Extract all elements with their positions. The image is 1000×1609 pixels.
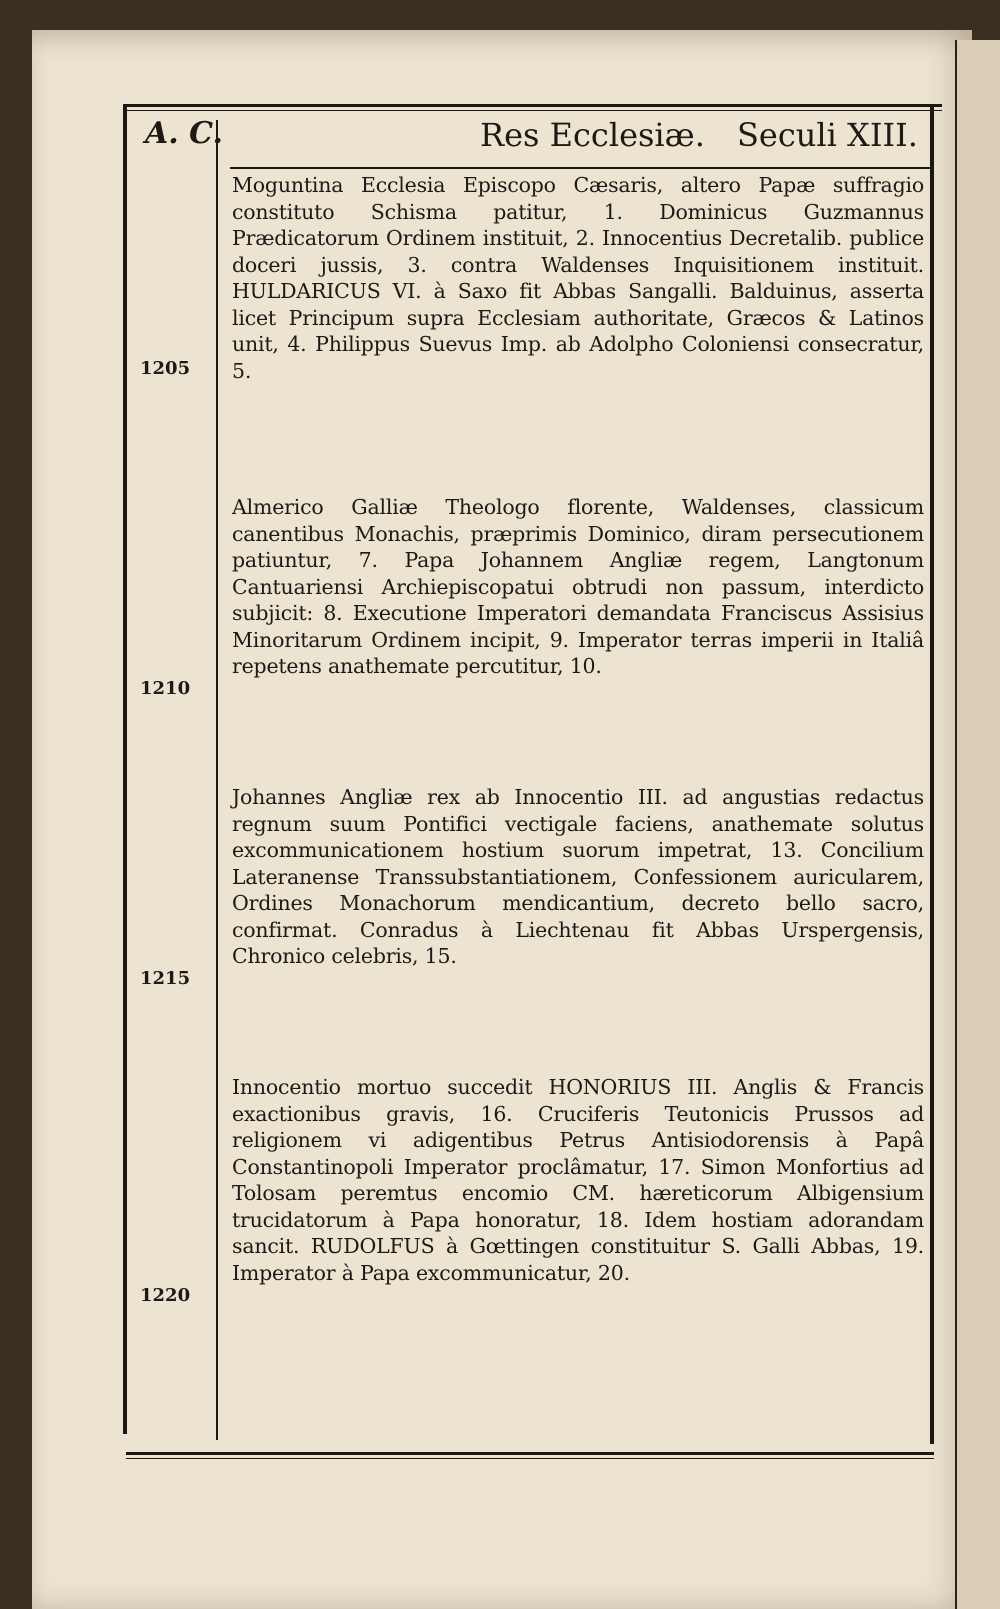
page-title: Res Ecclesiæ. [480, 116, 705, 154]
frame-bottom-rule-thin [126, 1458, 934, 1459]
anno-christi-header: A. C. [145, 116, 223, 151]
year-label-1210: 1210 [140, 678, 191, 699]
entry-text-1205: Moguntina Ecclesia Episcopo Cæsaris, altero Papæ suffragio constituto Schisma patitur, 1. Dominicus Guzmannus Prædicatorum Ordinem instituit, 2. Innocentius Decretalib. publice doceri jussis, 3. contra Waldenses Inquisitionem instituit. HULDARICUS VI. à Saxo fit Abbas Sangalli. Balduinus, asserta licet Principum supra Ecclesiam authoritate, Græcos & Latinos unit, 4. Philippus Suevus Imp. ab Adolpho Coloniensi consecratur, 5. [232, 173, 924, 383]
year-label-1205: 1205 [140, 358, 191, 379]
facing-page-edge [955, 40, 1000, 1609]
header-rule [230, 167, 930, 169]
frame-top-rule-thin [126, 110, 942, 111]
frame-left-rule [123, 104, 127, 1434]
entry-text-1210: Almerico Galliæ Theologo florente, Waldenses, classicum canentibus Monachis, præprimis Dominico, diram persecutionem patiuntur, 7. Papa Johannem Angliæ regem, Langtonum Cantuariensi Archiepiscopatui obtrudi non passum, interdicto subjicit: 8. Executione Imperatori demandata Franciscus Assisius Minoritarum Ordinem incipit, 9. Imperator terras imperii in Italiâ repetens anathemate percutitur, 10. [232, 495, 924, 678]
frame-bottom-rule [126, 1452, 934, 1455]
column-divider [216, 120, 218, 1440]
frame-top-rule [126, 104, 942, 107]
year-label-1220: 1220 [140, 1285, 191, 1306]
entry-text-1215: Johannes Angliæ rex ab Innocentio III. ad angustias redactus regnum suum Pontifici vectigale faciens, anathemate solutus excommunicationem hostium suorum impetrat, 13. Concilium Lateranense Transsubstantiationem, Confessionem auricularem, Ordines Monachorum mendicantium, decreto bello sacro, confirmat. Conradus à Liechtenau fit Abbas Urspergensis, Chronico celebris, 15. [232, 785, 924, 968]
section-title: Seculi XIII. [737, 116, 918, 154]
frame-right-rule [930, 104, 934, 1444]
entry-text-1220: Innocentio mortuo succedit HONORIUS III. Anglis & Francis exactionibus gravis, 16. Cruciferis Teutonicis Prussos ad religionem vi adigentibus Petrus Antisiodorensis à Papâ Constantinopoli Imperator proclâmatur, 17. Simon Monfortius ad Tolosam peremtus encomio CM. hæreticorum Albigensium trucidatorum à Papa honoratur, 18. Idem hostiam adorandam sancit. RUDOLFUS à Gœttingen constituitur S. Galli Abbas, 19. Imperator à Papa excommunicatur, 20. [232, 1075, 924, 1285]
year-label-1215: 1215 [140, 968, 191, 989]
